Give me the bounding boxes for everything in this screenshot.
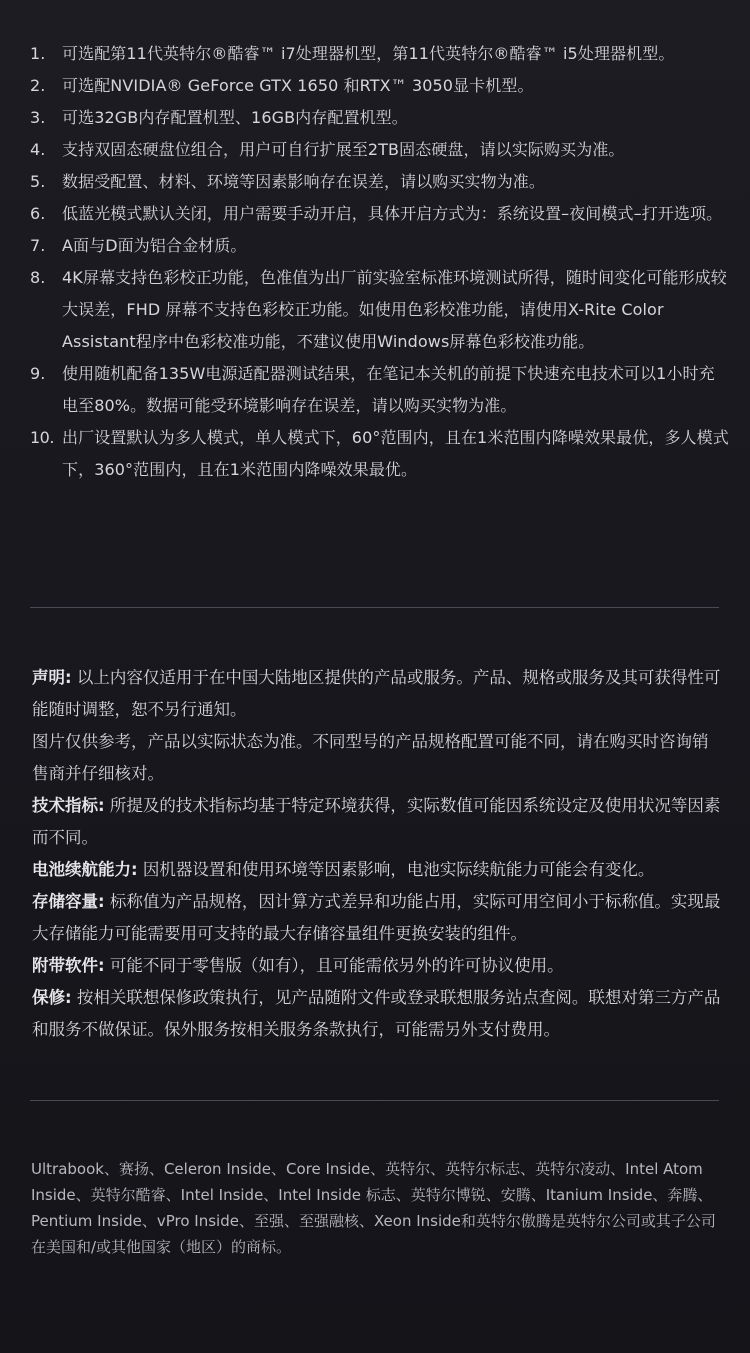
section-divider [30,1100,719,1101]
disclaimer-storage [32,886,722,950]
footnote-text: 可选配NVIDIA® GeForce GTX 1650 和RTX™ 3050显卡机型。 [62,76,534,95]
disclaimer-text: 标称值为产品规格，因计算方式差异和功能占用，实际可用空间小于标称值。实现最大存储能力可能需要用可支持的最大存储容量组件更换安装的组件。 [32,892,721,943]
disclaimer-label: 保修: [32,988,72,1007]
disclaimer-text: 按相关联想保修政策执行，见产品随附文件或登录联想服务站点查阅。联想对第三方产品和服务不做保证。保外服务按相关服务条款执行，可能需另外支付费用。 [32,988,721,1039]
disclaimer-text: 所提及的技术指标均基于特定环境获得，实际数值可能因系统设定及使用状况等因素而不同。 [32,796,721,847]
footnote-item [30,198,730,230]
disclaimer-text: 图片仅供参考，产品以实际状态为准。不同型号的产品规格配置可能不同，请在购买时咨询销售商并仔细核对。 [32,732,709,783]
disclaimer-text: 以上内容仅适用于在中国大陆地区提供的产品或服务。产品、规格或服务及其可获得性可能随时调整，恕不另行通知。 [32,668,721,719]
footnote-number: 7. [30,236,46,255]
footnote-text: 出厂设置默认为多人模式，单人模式下，60°范围内，且在1米范围内降噪效果最优，多人模式下，360°范围内，且在1米范围内降噪效果最优。 [62,428,729,479]
footnote-item [30,134,730,166]
footnote-text: A面与D面为铝合金材质。 [62,236,247,255]
disclaimer-images [32,726,722,790]
footnotes-list [30,38,730,486]
footnote-number: 2. [30,76,46,95]
footnote-item [30,38,730,70]
footnote-number: 9. [30,364,46,383]
disclaimer-statement [32,662,722,726]
disclaimer-label: 声明: [32,668,72,687]
disclaimer-tech [32,790,722,854]
footnote-text: 4K屏幕支持色彩校正功能，色准值为出厂前实验室标准环境测试所得，随时间变化可能形成较大误差，FHD 屏幕不支持色彩校正功能。如使用色彩校准功能，请使用X-Rite Color Assistant程序中色彩校准功能，不建议使用Windows屏幕色彩校准功能。 [62,268,727,351]
footnote-text: 可选配第11代英特尔®酷睿™ i7处理器机型，第11代英特尔®酷睿™ i5处理器机型。 [62,44,675,63]
footnote-item [30,102,730,134]
disclaimer-battery [32,854,722,886]
footnote-text: 可选32GB内存配置机型、16GB内存配置机型。 [62,108,408,127]
footnote-number: 3. [30,108,46,127]
footnote-number: 1. [30,44,46,63]
trademark-notice: Ultrabook、赛扬、Celeron Inside、Core Inside、英特尔、英特尔标志、英特尔凌动、Intel Atom Inside、英特尔酷睿、Intel Inside、Intel Inside 标志、英特尔博锐、安腾、Itanium Inside、奔腾、Pentium Inside、vPro Inside、至强、至强融核、Xeon Inside和英特尔傲腾是英特尔公司或其子公司在美国和/或其他国家（地区）的商标。 [31,1160,716,1256]
footnote-text: 低蓝光模式默认关闭，用户需要手动开启，具体开启方式为：系统设置–夜间模式–打开选项。 [62,204,723,223]
footnote-number: 6. [30,204,46,223]
disclaimer-section [32,662,722,1046]
disclaimer-label: 存储容量: [32,892,105,911]
disclaimer-text: 因机器设置和使用环境等因素影响，电池实际续航能力可能会有变化。 [137,860,655,879]
footnote-item [30,358,730,422]
section-divider [30,607,719,608]
footnote-number: 8. [30,268,46,287]
disclaimer-software [32,950,722,982]
footnote-text: 支持双固态硬盘位组合，用户可自行扩展至2TB固态硬盘，请以实际购买为准。 [62,140,625,159]
footnote-item [30,422,730,486]
footnote-number: 4. [30,140,46,159]
footnote-item [30,166,730,198]
footnote-item [30,230,730,262]
footnote-number: 10. [30,428,54,447]
disclaimer-warranty [32,982,722,1046]
footnote-number: 5. [30,172,46,191]
disclaimer-label: 技术指标: [32,796,105,815]
footnote-item [30,70,730,102]
disclaimer-text: 可能不同于零售版（如有），且可能需依另外的许可协议使用。 [104,956,564,975]
footnote-item [30,262,730,358]
footnote-text: 数据受配置、材料、环境等因素影响存在误差，请以购买实物为准。 [62,172,546,191]
footnote-text: 使用随机配备135W电源适配器测试结果，在笔记本关机的前提下快速充电技术可以1小时充电至80%。数据可能受环境影响存在误差，请以购买实物为准。 [62,364,715,415]
disclaimer-label: 附带软件: [32,956,105,975]
disclaimer-label: 电池续航能力: [32,860,138,879]
